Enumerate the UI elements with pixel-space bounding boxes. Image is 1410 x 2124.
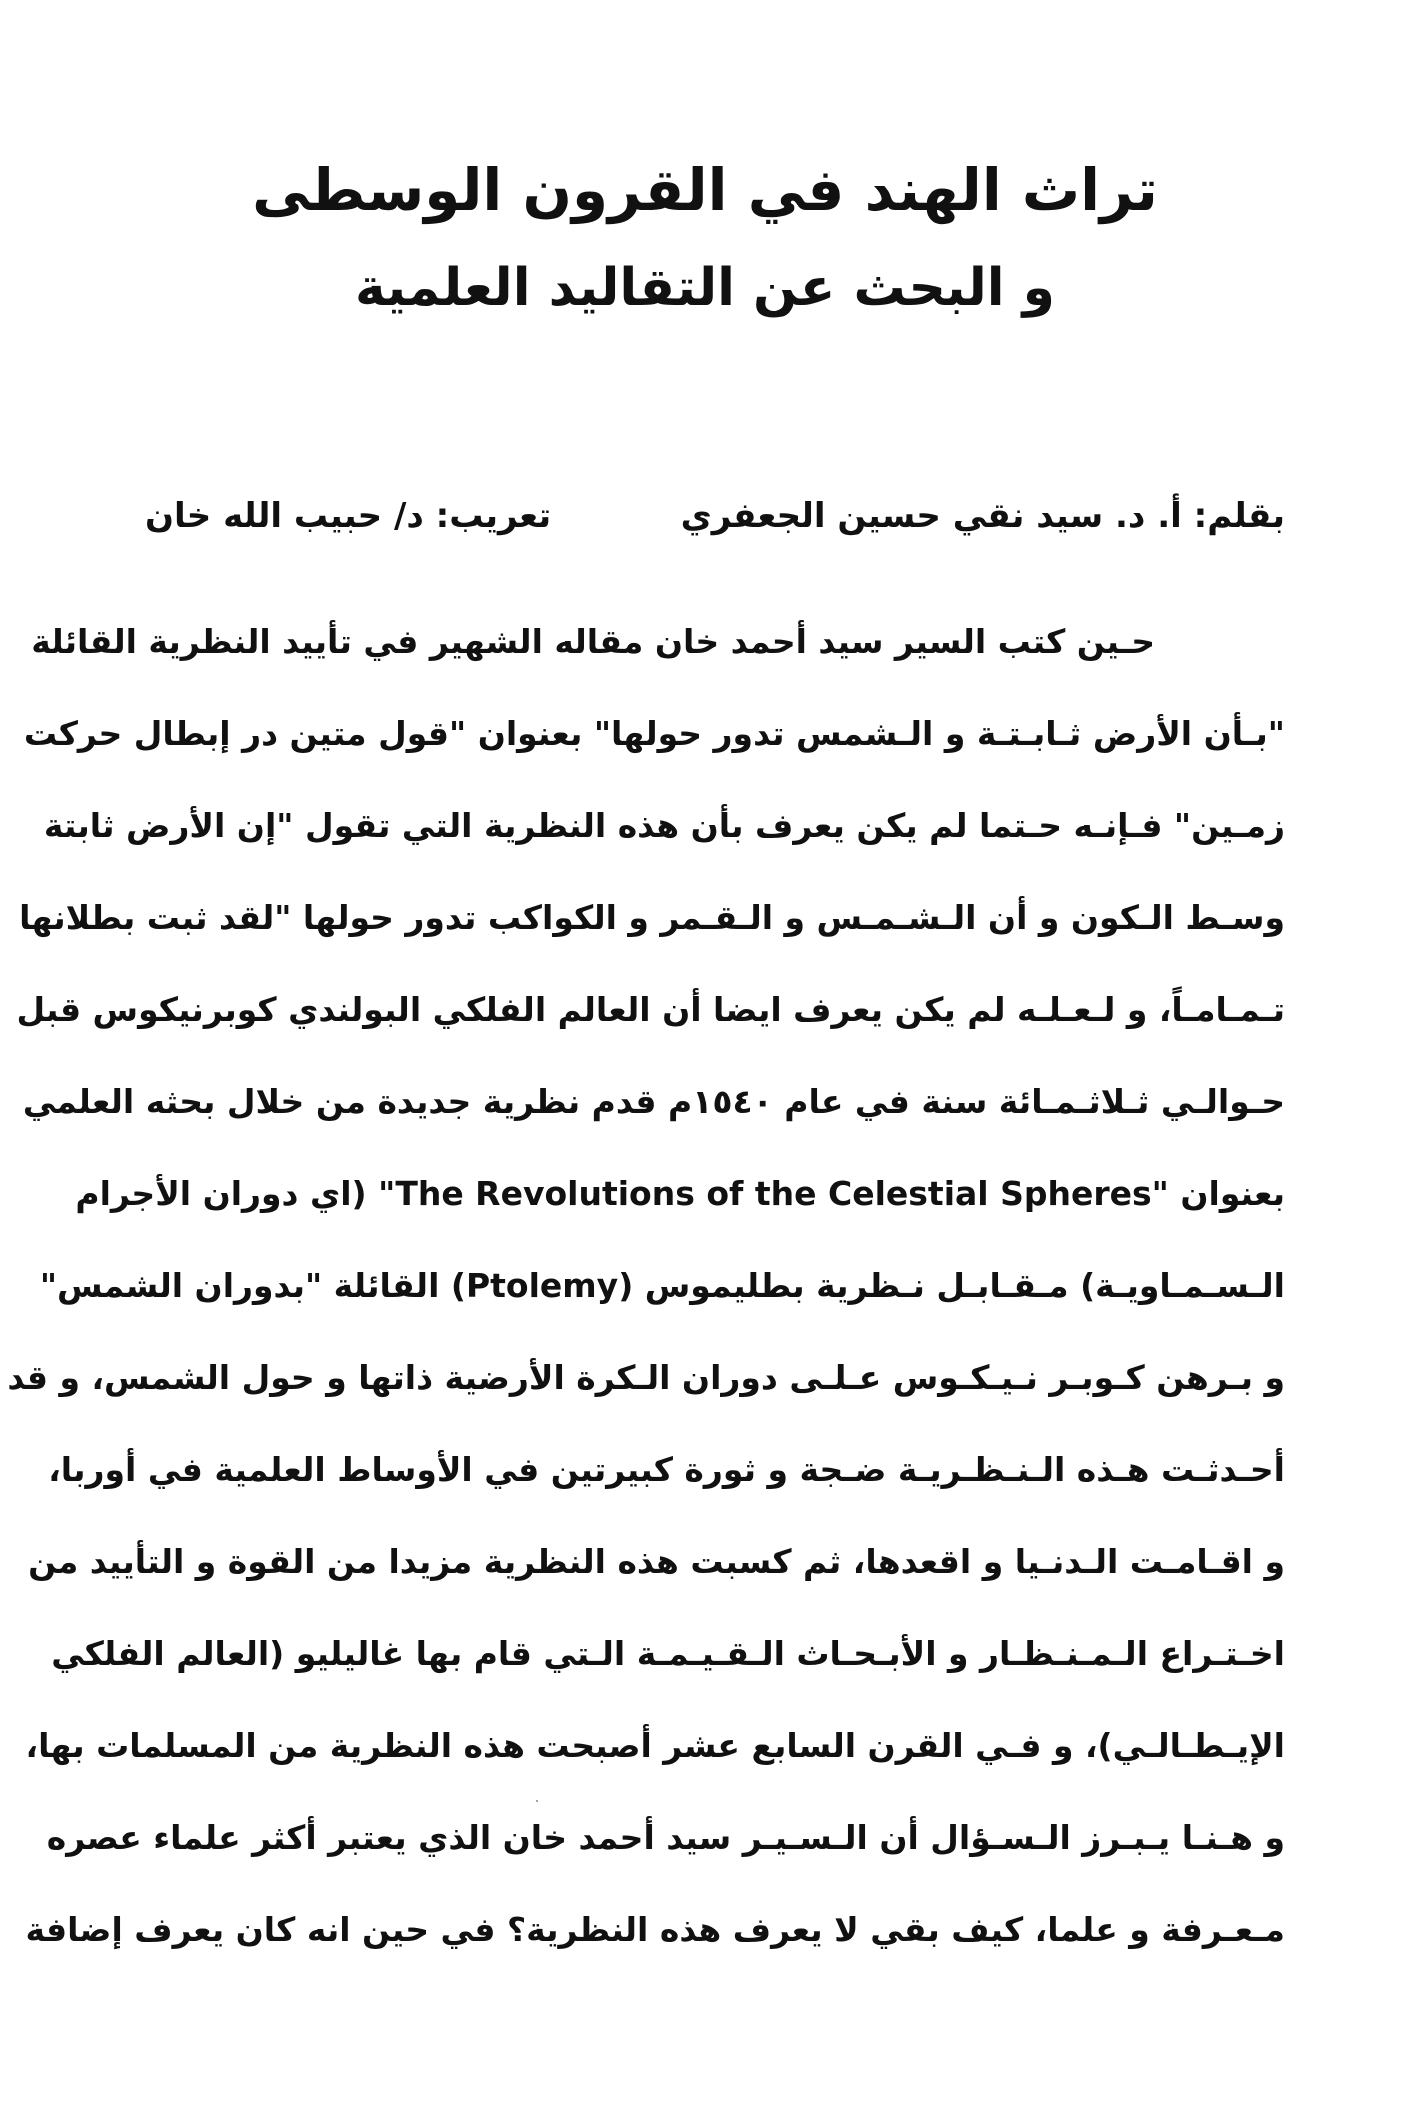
author-credit: بقلم: أ. د. سيد نقي حسين الجعفري — [680, 496, 1285, 536]
body-line: بعنوان "The Revolutions of the Celestial Spheres" (اي دوران الأجرام — [75, 1174, 1285, 1213]
body-line: أحـدثـت هـذه الـنـظـريـة ضـجة و ثورة كبيرتين في الأوساط العلمية في أوربا، — [48, 1450, 1285, 1489]
body-line: الإيـطـالـي)، و فـي القرن السابع عشر أصبحت هذه النظرية من المسلمات بها، — [25, 1726, 1285, 1765]
body-line: و هـنـا يـبـرز الـسـؤال أن الـسـيـر سيد أحمد خان الذي يعتبر أكثر علماء عصره — [46, 1818, 1285, 1857]
body-line: وسـط الـكون و أن الـشـمـس و الـقـمر و الكواكب تدور حولها "لقد ثبت بطلانها — [19, 898, 1285, 937]
body-line: زمـين" فـإنـه حـتما لم يكن يعرف بأن هذه النظرية التي تقول "إن الأرض ثابتة — [43, 806, 1285, 845]
body-line: و اقـامـت الـدنـيا و اقعدها، ثم كسبت هذه النظرية مزيدا من القوة و التأييد من — [28, 1542, 1285, 1581]
body-line: و بـرهن كـوبـر نـيـكـوس عـلـى دوران الـكرة الأرضية ذاتها و حول الشمس، و قد — [7, 1358, 1285, 1397]
byline — [125, 486, 1285, 546]
body-line: حـين كتب السير سيد أحمد خان مقاله الشهير في تأييد النظرية القائلة — [31, 622, 1155, 661]
body-line: تـمـامـاً، و لـعـلـه لم يكن يعرف ايضا أن العالم الفلكي البولندي كوبرنيكوس قبل — [16, 990, 1285, 1029]
body-line: "بـأن الأرض ثـابـتـة و الـشمس تدور حولها" بعنوان "قول متين در إبطال حركت — [23, 714, 1285, 753]
title-line-2: و البحث عن التقاليد العلمية — [354, 258, 1056, 318]
body-line: اخـتـراع الـمـنـظـار و الأبـحـاث الـقـيـمـة الـتي قام بها غاليليو (العالم الفلكي — [51, 1634, 1285, 1673]
translator-credit: تعريب: د/ حبيب الله خان — [145, 496, 552, 536]
body-line: الـسـمـاويـة) مـقـابـل نـظرية بطليموس (Ptolemy) القائلة "بدوران الشمس" — [39, 1266, 1285, 1305]
scan-speck — [536, 1800, 538, 1802]
title-line-1: تراث الهند في القرون الوسطى — [252, 156, 1158, 224]
body-line: حـوالـي ثـلاثـمـائة سنة في عام ١٥٤٠م قدم نظرية جديدة من خلال بحثه العلمي — [22, 1082, 1285, 1121]
body-line: مـعـرفة و علما، كيف بقي لا يعرف هذه النظرية؟ في حين انه كان يعرف إضافة — [25, 1910, 1285, 1949]
article-body — [7, 596, 1285, 1976]
